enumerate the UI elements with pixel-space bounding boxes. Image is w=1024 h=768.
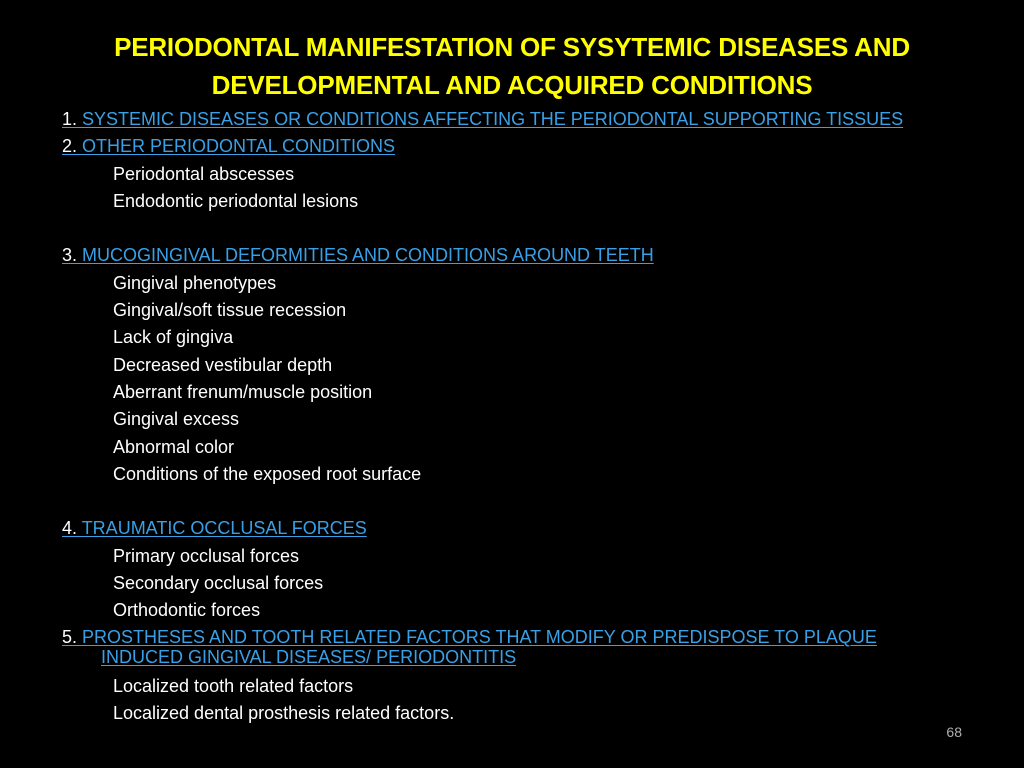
list-item: Conditions of the exposed root surface: [113, 463, 422, 484]
slide-title: [40, 28, 984, 104]
list-item: Localized tooth related factors: [113, 675, 354, 696]
list-item: Secondary occlusal forces: [113, 573, 324, 594]
section-number: 1.: [62, 109, 78, 129]
list-item: Orthodontic forces: [113, 600, 261, 621]
section-heading-text: PROSTHESES AND TOOTH RELATED FACTORS THAT MODIFY OR PREDISPOSE TO PLAQUE: [77, 626, 877, 647]
section-heading-text: TRAUMATIC OCCLUSAL FORCES: [77, 518, 367, 539]
title-line-2: DEVELOPMENTAL AND ACQUIRED CONDITIONS: [211, 70, 813, 100]
section-heading-text: MUCOGINGIVAL DEFORMITIES AND CONDITIONS AROUND TEETH: [77, 245, 654, 266]
list-item: Decreased vestibular depth: [113, 354, 333, 375]
section-heading-text: OTHER PERIODONTAL CONDITIONS: [77, 136, 396, 157]
section-heading-2[interactable]: [62, 133, 962, 160]
list-item: Abnormal color: [113, 436, 235, 457]
section-heading-text: SYSTEMIC DISEASES OR CONDITIONS AFFECTING THE PERIODONTAL SUPPORTING TISSUES: [77, 109, 904, 129]
section-heading-5[interactable]: [62, 625, 962, 673]
section-number: 2.: [62, 136, 78, 157]
list-item: Gingival phenotypes: [113, 272, 277, 293]
list-item: Gingival excess: [113, 409, 240, 430]
spacer: [62, 488, 962, 515]
list-item: Primary occlusal forces: [113, 545, 300, 566]
list-item: Periodontal abscesses: [113, 163, 295, 184]
spacer: [62, 215, 962, 242]
section-heading-3[interactable]: [62, 242, 962, 269]
list-item: Localized dental prosthesis related factors.: [113, 702, 455, 723]
section-heading-4[interactable]: [62, 515, 962, 542]
slide-content: [62, 106, 962, 727]
section-heading-continuation: INDUCED GINGIVAL DISEASES/ PERIODONTITIS: [101, 646, 517, 667]
section-number: 4.: [62, 518, 78, 539]
list-item: Aberrant frenum/muscle position: [113, 381, 373, 402]
section-heading-1[interactable]: [62, 106, 962, 133]
list-item: Endodontic periodontal lesions: [113, 190, 359, 211]
section-number: 3.: [62, 245, 78, 266]
list-item: Gingival/soft tissue recession: [113, 300, 347, 321]
list-item: Lack of gingiva: [113, 327, 234, 348]
section-number: 5.: [62, 626, 78, 647]
title-line-1: PERIODONTAL MANIFESTATION OF SYSYTEMIC DISEASES AND: [114, 32, 910, 62]
page-number: 68: [946, 724, 962, 740]
